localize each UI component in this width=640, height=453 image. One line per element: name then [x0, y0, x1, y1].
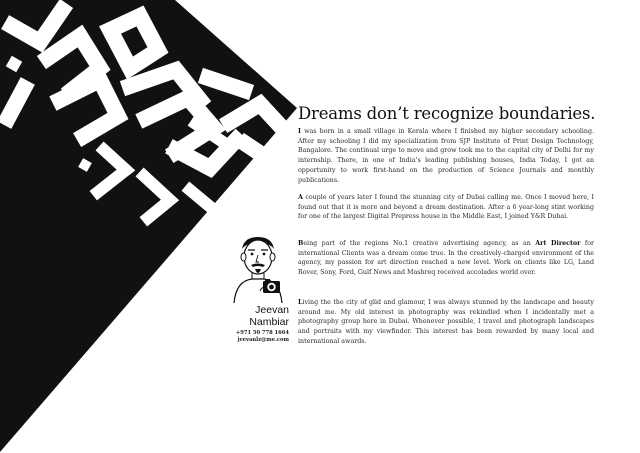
contact-email: jeevanlz@me.com [237, 337, 289, 343]
paragraph-text: eing part of the regions No.1 creative advertising agency, as an [303, 240, 536, 247]
bio-paragraph-4 [298, 298, 594, 347]
paragraph-text: iving the the city of glid and glamour, I was always stunned by the landscape and beauty around me. My old interest in photography was rekindled when I incidentally met a photography group here in Dubai. Whenever possible, I travel and photograph landscapes and portraits with my viewfinder. This interest has been rewarded by many local and international awards. [298, 299, 594, 345]
bio-paragraph-3 [298, 239, 594, 278]
drop-letter: L [298, 299, 303, 306]
contact-last-name: Nambiar [249, 316, 289, 328]
contact-card [222, 233, 292, 343]
page-heading: Dreams don’t recognize boundaries. [298, 104, 596, 123]
paragraph-text: for international Clients was a dream come true. In the creatively-charged environment of the agency, my passion for art direction reached a new level. Work on clients like LG, Land Rover, Sony, Ford, Gulf News and Mashreq received accolades world over. [298, 240, 594, 277]
drop-letter: A [298, 194, 303, 201]
drop-letter: I [298, 128, 301, 135]
contact-first-name: Jeevan [255, 304, 289, 316]
contact-phone: +971 50 778 1664 [235, 330, 289, 336]
art-director-highlight: Art Director [535, 240, 581, 247]
self-portrait-sketch-icon [230, 233, 284, 303]
paragraph-text: couple of years later I found the stunning city of Dubai calling me. Once I moved here, I found out that it is more and beyond a dream destination. After a 6 year-long stint working for one of the largest Digital Prepress house in the Middle East, I joined Y&R Dubai. [298, 194, 594, 221]
drop-letter: B [298, 240, 304, 247]
paragraph-text: was born in a small village in Kerala where I finished my higher secondary schooling. After my schooling I did my specialization from SJP Institute of Print Design Technology, Bangalore. The continual urge to move and grow took me to the capital city of Delhi for my internship. There, in one of India’s leading publishing houses, India Today, I got an opportunity to work first-hand on the production of Science Journals and monthly publications. [298, 128, 594, 184]
bio-paragraph-1 [298, 127, 594, 185]
bio-paragraph-2 [298, 193, 594, 222]
